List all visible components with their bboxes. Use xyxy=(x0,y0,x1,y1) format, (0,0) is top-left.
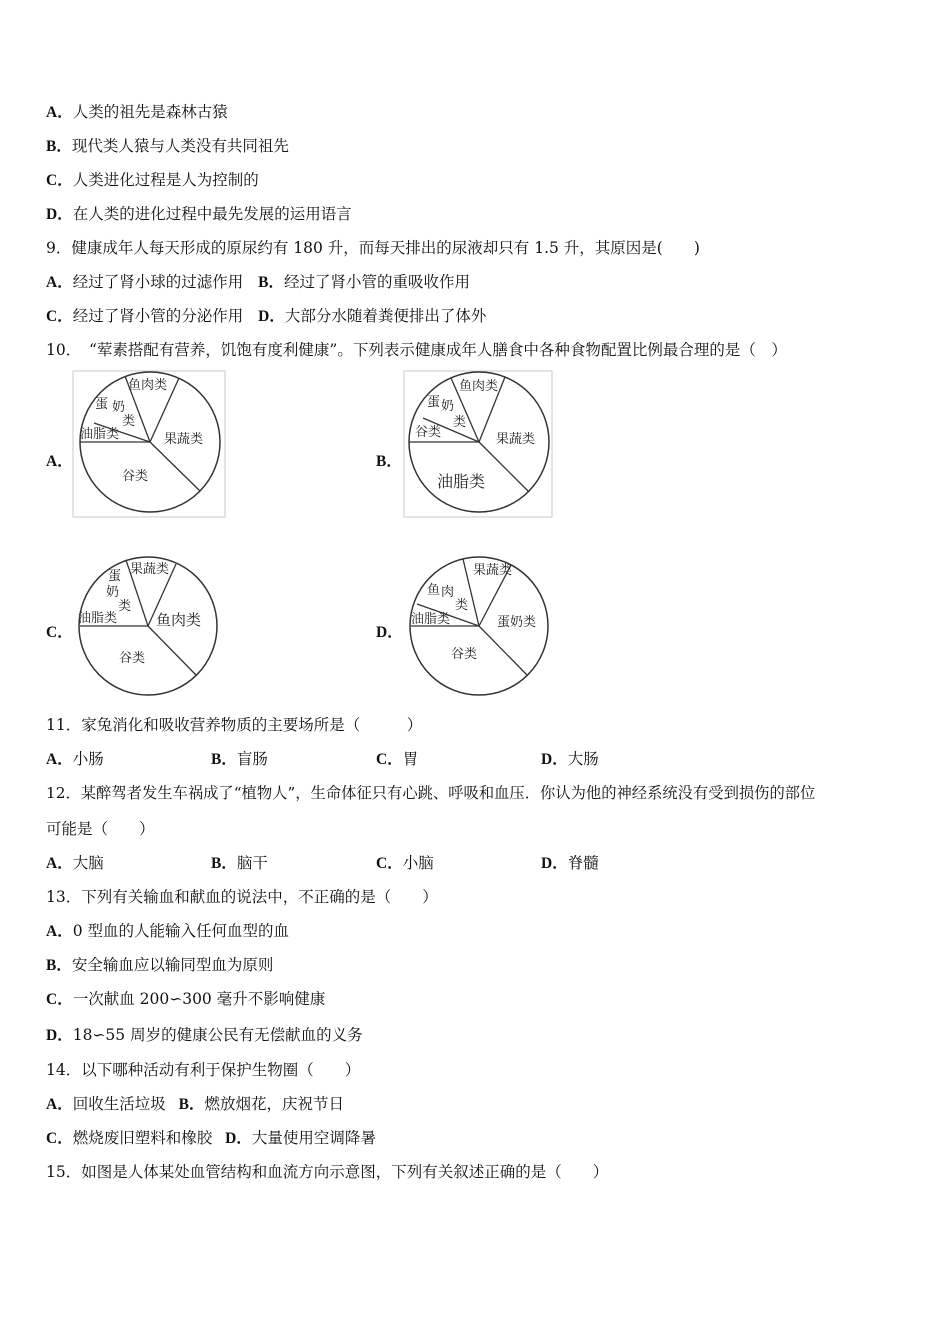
q14-options-row-1 xyxy=(46,1094,344,1115)
pie-d-label-meat: 肉 xyxy=(441,585,455,600)
option-label: B． xyxy=(258,274,284,291)
q10-option-d-label[interactable]: D． xyxy=(376,624,403,641)
option-label: B． xyxy=(46,957,72,974)
option-label: B． xyxy=(211,855,237,872)
q8-option-c[interactable] xyxy=(46,170,259,191)
q14-option-d[interactable] xyxy=(225,1129,376,1147)
pie-c-label-grain: 谷类 xyxy=(119,651,146,666)
pie-a-label-grain: 谷类 xyxy=(122,469,149,484)
option-label: C． xyxy=(46,172,73,189)
option-label: A． xyxy=(46,751,73,768)
q8-option-d[interactable] xyxy=(46,204,352,225)
option-label: B． xyxy=(211,751,237,768)
q10-option-c-label[interactable]: C． xyxy=(46,624,73,641)
option-text: 大量使用空调降暑 xyxy=(251,1129,376,1147)
option-label: C． xyxy=(376,751,403,768)
pie-c-label-oil: 油脂类 xyxy=(78,611,118,626)
option-text: 小肠 xyxy=(72,750,104,768)
option-label: A． xyxy=(46,855,73,872)
q9-options-row-1 xyxy=(46,272,470,293)
option-text: 在人类的进化过程中最先发展的运用语言 xyxy=(72,205,352,223)
pie-d-label-grain: 谷类 xyxy=(451,647,478,662)
pie-d-label-oil: 油脂类 xyxy=(411,612,451,627)
option-text: 经过了肾小管的重吸收作用 xyxy=(284,273,471,291)
q9-option-b[interactable] xyxy=(258,273,470,291)
pie-d-label-fish: 鱼 xyxy=(427,583,441,598)
q12-stem-line-2: 可能是（ ） xyxy=(46,820,155,838)
option-text: 现代类人猿与人类没有共同祖先 xyxy=(71,137,289,155)
pie-chart-d[interactable] xyxy=(403,554,553,700)
option-text: 胃 xyxy=(402,750,419,768)
option-text: 大脑 xyxy=(72,854,104,872)
q9-option-c[interactable] xyxy=(46,307,243,325)
option-text: 人类进化过程是人为控制的 xyxy=(72,171,259,189)
pie-b-label-oil: 油脂类 xyxy=(437,472,486,491)
q15-stem: 15．如图是人体某处血管结构和血流方向示意图，下列有关叙述正确的是（ ） xyxy=(46,1163,609,1181)
q11-option-c[interactable] xyxy=(376,749,418,770)
pie-b-label-fruit: 果蔬类 xyxy=(496,432,536,447)
option-label: D． xyxy=(225,1130,252,1147)
q11-stem: 11．家兔消化和吸收营养物质的主要场所是（ ） xyxy=(46,716,423,734)
pie-a-label-egg: 蛋 xyxy=(95,397,109,412)
option-label: B． xyxy=(178,1096,205,1113)
q11-option-b[interactable] xyxy=(211,749,268,770)
option-label: D． xyxy=(46,1027,73,1044)
pie-a-label-lei: 类 xyxy=(122,414,136,429)
pie-b-label-egg: 蛋 xyxy=(427,395,441,410)
pie-b-label-grain: 谷类 xyxy=(415,425,442,440)
q14-option-c[interactable] xyxy=(46,1129,212,1147)
option-text: 大部分水随着粪便排出了体外 xyxy=(284,307,487,325)
pie-c-label-fish: 鱼肉类 xyxy=(156,611,202,629)
q14-options-row-2 xyxy=(46,1128,376,1149)
option-label: A． xyxy=(46,1096,73,1113)
option-label: A． xyxy=(46,104,73,121)
option-label: A． xyxy=(46,923,73,940)
option-text: 安全输血应以输同型血为原则 xyxy=(71,956,274,974)
q13-option-b[interactable] xyxy=(46,955,273,976)
option-label: C． xyxy=(376,855,403,872)
q9-option-d[interactable] xyxy=(258,307,486,325)
option-label: C． xyxy=(46,308,73,325)
option-text: 人类的祖先是森林古猿 xyxy=(72,103,228,121)
pie-chart-c[interactable] xyxy=(72,554,222,700)
option-text: 盲肠 xyxy=(236,750,268,768)
q11-option-d[interactable] xyxy=(541,749,599,770)
q13-stem: 13．下列有关输血和献血的说法中，不正确的是（ ） xyxy=(46,888,438,906)
pie-d-label-lei: 类 xyxy=(455,598,469,613)
pie-b-label-fish: 鱼肉类 xyxy=(459,379,499,394)
q9-stem: 9．健康成年人每天形成的原尿约有 180 升，而每天排出的尿液却只有 1.5 升，其原因是( ) xyxy=(46,239,700,257)
option-label: C． xyxy=(46,1130,73,1147)
q12-stem-line-1: 12．某醉驾者发生车祸成了“植物人”，生命体征只有心跳、呼吸和血压．你认为他的神经系统没有受到损伤的部位 xyxy=(46,784,816,802)
pie-a-label-fish: 鱼肉类 xyxy=(128,378,168,393)
q10-option-b-label[interactable]: B． xyxy=(376,453,402,470)
option-text: 一次献血 200∽300 毫升不影响健康 xyxy=(72,990,326,1008)
option-text: 18∽55 周岁的健康公民有无偿献血的义务 xyxy=(72,1026,363,1044)
pie-d-label-fruit: 果蔬类 xyxy=(473,563,513,578)
q9-option-a[interactable] xyxy=(46,273,243,291)
option-text: 小脑 xyxy=(402,854,434,872)
q10-option-a-label[interactable]: A． xyxy=(46,453,73,470)
q10-stem: 10． “荤素搭配有营养，饥饱有度利健康”。下列表示健康成年人膳食中各种食物配置比例最合理的是（ ） xyxy=(46,341,787,359)
pie-c-label-milk: 奶 xyxy=(106,585,120,600)
pie-b-label-lei: 类 xyxy=(453,415,467,430)
pie-a-label-milk: 奶 xyxy=(112,400,126,415)
option-text: 0 型血的人能输入任何血型的血 xyxy=(72,922,289,940)
option-text: 脑干 xyxy=(236,854,268,872)
option-text: 燃烧废旧塑料和橡胶 xyxy=(72,1129,213,1147)
q8-option-a[interactable] xyxy=(46,102,228,123)
pie-c-label-lei: 类 xyxy=(118,599,132,614)
q14-option-b[interactable] xyxy=(179,1095,344,1113)
q12-option-a[interactable] xyxy=(46,853,104,874)
option-text: 经过了肾小球的过滤作用 xyxy=(72,273,244,291)
option-text: 燃放烟花，庆祝节日 xyxy=(204,1095,345,1113)
q9-options-row-2 xyxy=(46,306,486,327)
q12-option-b[interactable] xyxy=(211,853,268,874)
q13-option-c[interactable] xyxy=(46,989,325,1010)
option-label: B． xyxy=(46,138,72,155)
option-label: C． xyxy=(46,991,73,1008)
pie-c-label-egg: 蛋 xyxy=(108,569,122,584)
q11-option-a[interactable] xyxy=(46,749,104,770)
q14-option-a[interactable] xyxy=(46,1095,166,1113)
pie-c-label-fruit: 果蔬类 xyxy=(130,562,170,577)
option-text: 脊髓 xyxy=(567,854,599,872)
option-text: 大肠 xyxy=(567,750,599,768)
q13-option-d[interactable] xyxy=(46,1025,363,1046)
q13-option-a[interactable] xyxy=(46,921,289,942)
option-label: D． xyxy=(46,206,73,223)
q14-stem: 14．以下哪种活动有利于保护生物圈（ ） xyxy=(46,1061,361,1079)
option-label: D． xyxy=(541,855,568,872)
option-text: 回收生活垃圾 xyxy=(72,1095,166,1113)
option-label: D． xyxy=(541,751,568,768)
pie-b-label-milk: 奶 xyxy=(441,399,455,414)
pie-a-label-oil: 油脂类 xyxy=(80,427,120,442)
pie-chart-b[interactable] xyxy=(403,370,555,520)
option-label: D． xyxy=(258,308,285,325)
pie-d-label-egg: 蛋奶类 xyxy=(497,615,537,630)
q8-option-b[interactable] xyxy=(46,136,289,157)
pie-a-label-fruit: 果蔬类 xyxy=(164,432,204,447)
option-text: 经过了肾小管的分泌作用 xyxy=(72,307,244,325)
q12-option-c[interactable] xyxy=(376,853,434,874)
option-label: A． xyxy=(46,274,73,291)
pie-chart-a[interactable] xyxy=(72,370,228,520)
q12-option-d[interactable] xyxy=(541,853,599,874)
